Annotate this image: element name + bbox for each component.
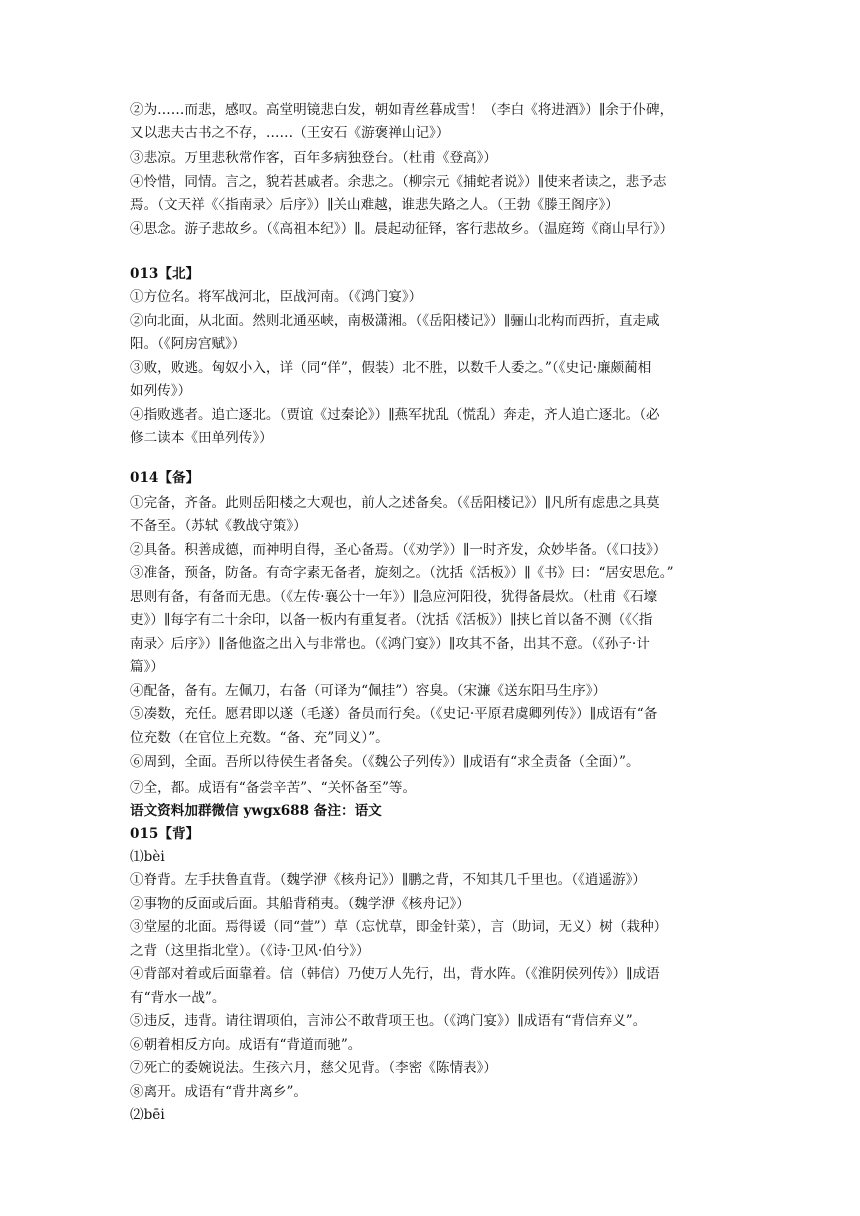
text-line: ④指败逃者。追亡逐北。（贾谊《过秦论》）∥燕军扰乱（慌乱）奔走，齐人追亡逐北。（必 (130, 407, 660, 423)
text-line: 又以悲夫古书之不存，……（王安石《游褒禅山记》） (130, 125, 450, 141)
text-line: ③准备，预备，防备。有奇字素无备者，旋刻之。（沈括《活板》）∥《书》曰：“居安思危。” (130, 565, 674, 581)
section-heading: 015【背】 (130, 826, 200, 842)
text-line: 南录〉后序》）∥备他盗之出入与非常也。（《鸿门宴》）∥攻其不备，出其不意。（《孙子·计 (130, 636, 650, 652)
text-line: ②事物的反面或后面。其船背稍夷。（魏学洢《核舟记》） (130, 896, 470, 912)
text-line: 如列传》） (130, 383, 192, 399)
text-line: ②具备。积善成德，而神明自得，圣心备焉。（《劝学》）∥一时齐发，众妙毕备。（《口技》） (130, 542, 667, 558)
text-line: 位充数（在官位上充数。“备、充”同义）”。 (130, 730, 389, 746)
text-line: 修二读本《田单列传》） (130, 430, 273, 446)
text-line: ⑤凑数，充任。愿君即以遂（毛遂）备员而行矣。（《史记·平原君虞卿列传》）∥成语有“备 (130, 706, 658, 722)
section-heading: 013【北】 (130, 266, 200, 282)
text-line: 思则有备，有备而无患。（《左传·襄公十一年》）∥急应河阳役，犹得备晨炊。（杜甫《石壕 (130, 589, 658, 605)
text-line: ②为……而悲，感叹。高堂明镜悲白发，朝如青丝暮成雪！（李白《将进酒》）∥余于仆碑， (130, 102, 674, 118)
section-heading: 014【备】 (130, 470, 200, 486)
text-line: 有“背水一战”。 (130, 990, 226, 1006)
text-line: ④怜惜，同情。言之，貌若甚戚者。余悲之。（柳宗元《捕蛇者说》）∥使来者读之，悲予志 (130, 174, 667, 190)
text-line: ①方位名。将军战河北，臣战河南。（《鸿门宴》） (130, 289, 423, 305)
pinyin-label: ⑴bèi (130, 849, 165, 865)
text-line: ③悲凉。万里悲秋常作客，百年多病独登台。（杜甫《登高》） (130, 150, 498, 166)
text-line: 焉。（文天祥《〈指南录〉后序》）∥关山难越，谁悲失路之人。（王勃《滕王阁序》） (130, 197, 619, 213)
text-line: 之背（这里指北堂）。（《诗·卫风·伯兮》） (130, 943, 370, 959)
text-line: ⑦死亡的委婉说法。生孩六月，慈父见背。（李密《陈情表》） (130, 1060, 498, 1076)
text-line: ③堂屋的北面。焉得谖（同“萱”）草（忘忧草，即金针菜），言（助词，无义）树（栽种） (130, 919, 668, 935)
text-line: ⑥周到，全面。吾所以待侯生者备矣。（《魏公子列传》）∥成语有“求全责备（全面）”。 (130, 754, 640, 770)
text-line: ③败，败逃。匈奴小入，详（同“佯”，假装）北不胜，以数千人委之。”（《史记·廉颇蔺相 (130, 360, 652, 376)
text-line: ④配备，备有。左佩刀，右备（可译为“佩挂”）容臭。（宋濂《送东阳马生序》） (130, 683, 607, 699)
text-line: ②向北面，从北面。然则北通巫峡，南极潇湘。（《岳阳楼记》）∥骊山北构而西折，直走咸 (130, 313, 660, 329)
promo-note: 语文资料加群微信 ywgx688 备注：语文 (130, 803, 382, 819)
text-line: ④背部对着或后面靠着。信（韩信）乃使万人先行，出，背水阵。（《淮阴侯列传》）∥成语 (130, 966, 660, 982)
text-line: ⑧离开。成语有“背井离乡”。 (130, 1084, 308, 1100)
text-line: ①脊背。左手扶鲁直背。（魏学洢《核舟记》）∥鹏之背，不知其几千里也。（《逍遥游》） (130, 872, 647, 888)
text-line: ④思念。游子悲故乡。（《高祖本纪》）∥。晨起动征铎，客行悲故乡。（温庭筠《商山早行》） (130, 221, 674, 237)
text-line: 吏》）∥每字有二十余印，以备一板内有重复者。（沈括《活板》）∥挟匕首以备不测（《〈指 (130, 612, 653, 628)
text-line: ①完备，齐备。此则岳阳楼之大观也，前人之述备矣。（《岳阳楼记》）∥凡所有虑患之具莫 (130, 495, 660, 511)
text-line: 阳。（《阿房宫赋》） (130, 336, 246, 352)
text-line: ⑥朝着相反方向。成语有“背道而驰”。 (130, 1037, 362, 1053)
text-line: 篇》） (130, 659, 164, 675)
text-line: ⑦全，都。成语有“备尝辛苦”、“关怀备至”等。 (130, 780, 417, 796)
text-line: ⑤违反，违背。请往谓项伯，言沛公不敢背项王也。（《鸿门宴》）∥成语有“背信弃义”。 (130, 1013, 647, 1029)
pinyin-label: ⑵bēi (130, 1107, 165, 1123)
text-line: 不备至。（苏轼《教战守策》） (130, 518, 307, 534)
